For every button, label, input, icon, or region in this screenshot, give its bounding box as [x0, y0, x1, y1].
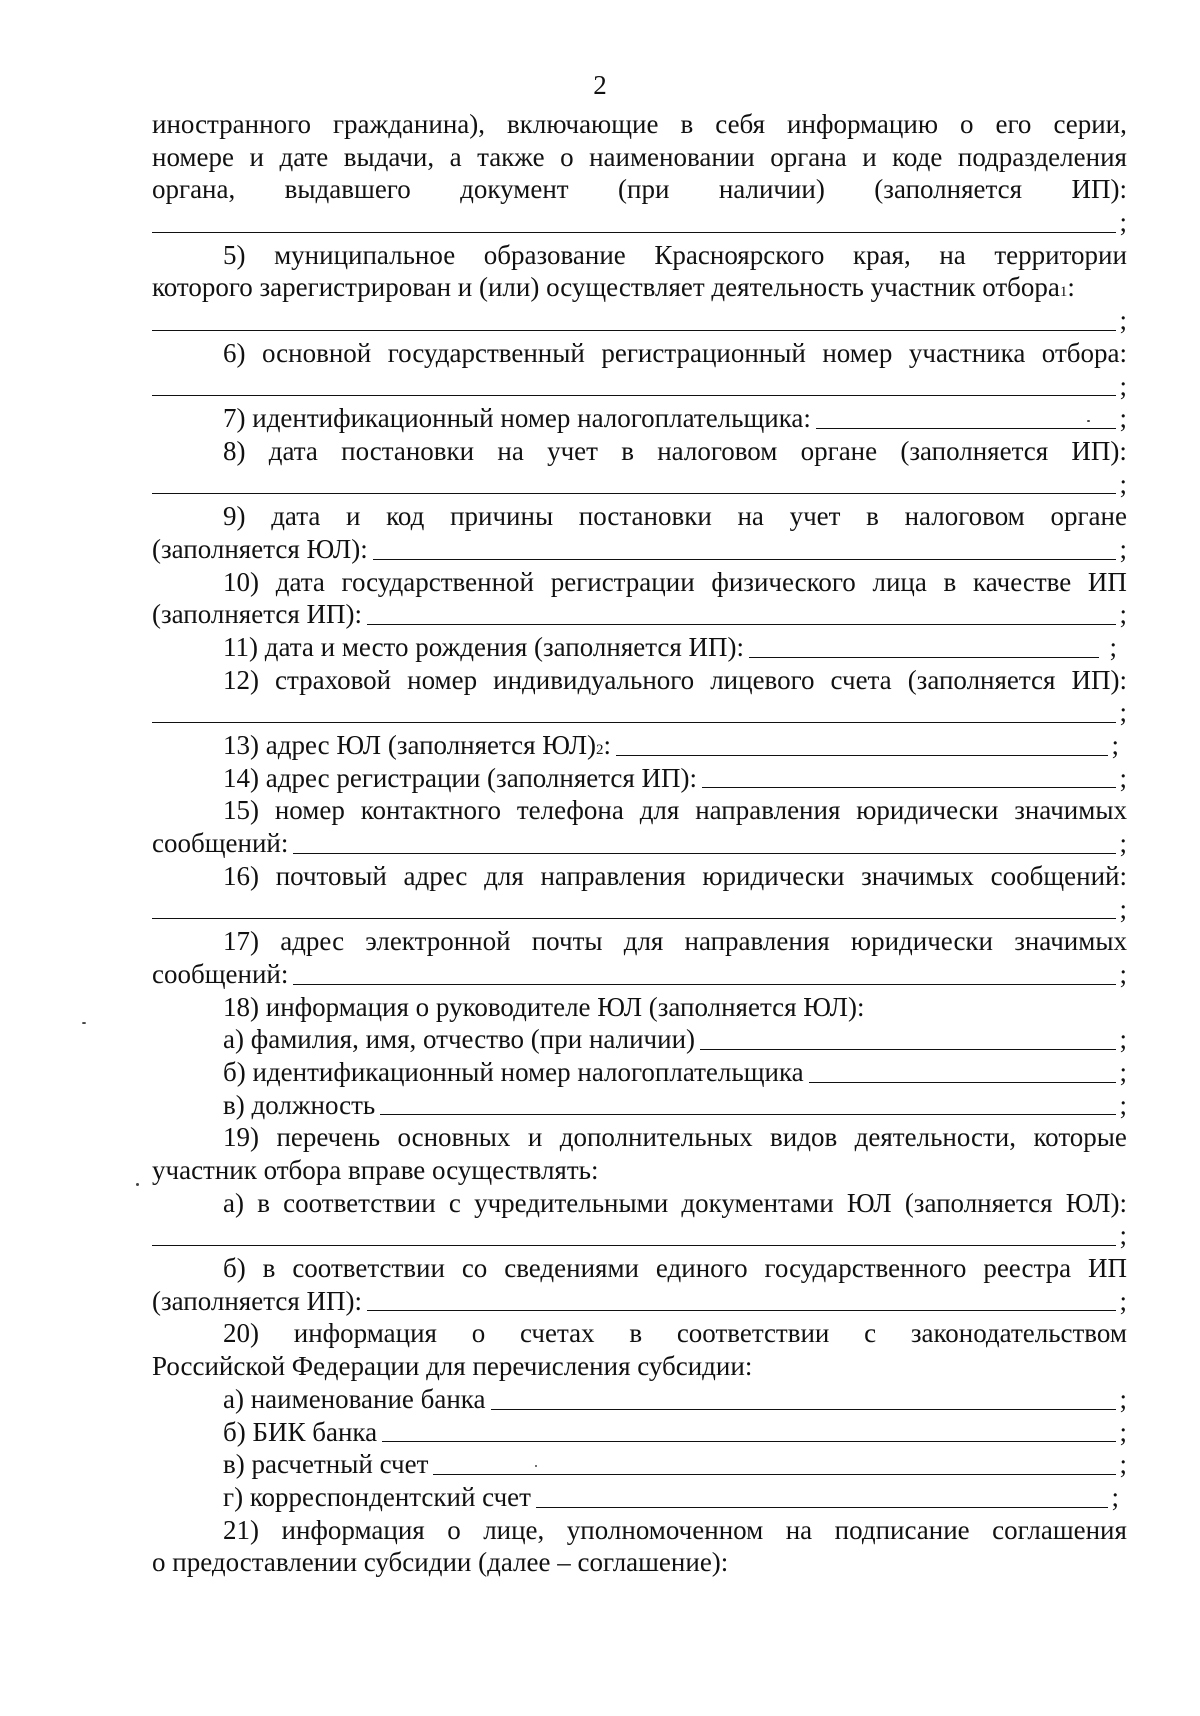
word: номере — [152, 141, 234, 172]
word: на — [497, 435, 524, 466]
word: реестра — [983, 1253, 1072, 1284]
blank-field[interactable] — [367, 623, 1117, 625]
word: ИП): — [1071, 664, 1127, 695]
word: для — [484, 860, 524, 891]
word: электронной — [365, 926, 511, 957]
item-20d-label: г) корреспондентский счет — [223, 1481, 531, 1512]
word: информация — [281, 1514, 425, 1545]
item-12 — [152, 664, 1127, 697]
item-20b-label: б) БИК банка — [223, 1416, 378, 1447]
word: направления — [540, 860, 686, 891]
word: 10) — [223, 566, 259, 597]
item-7 — [152, 402, 1127, 435]
word: перечень — [276, 1122, 381, 1153]
semicolon: ; — [1119, 1449, 1127, 1480]
blank-field[interactable] — [152, 329, 1116, 331]
item-20a-label: а) наименование банка — [223, 1383, 486, 1414]
word: сведениями — [504, 1253, 639, 1284]
word: учет — [789, 501, 841, 532]
word: лице, — [483, 1514, 545, 1545]
word: наименовании — [589, 141, 755, 172]
fill-line-item-16 — [152, 893, 1127, 926]
blank-field[interactable] — [152, 231, 1116, 233]
item-9 — [152, 500, 1127, 533]
word: 17) — [223, 926, 259, 957]
semicolon: ; — [1109, 632, 1117, 662]
word: законодательством — [910, 1318, 1127, 1349]
word: органе — [1050, 501, 1127, 532]
word: муниципальное — [274, 239, 456, 270]
colon: : — [603, 730, 612, 761]
semicolon: ; — [1119, 599, 1127, 630]
word: 19) — [223, 1122, 259, 1153]
item-18a-label: а) фамилия, имя, отчество (при наличии) — [223, 1024, 696, 1055]
word: для — [623, 926, 664, 957]
word: 9) — [223, 501, 246, 532]
item-13-label: 13) адрес ЮЛ (заполняется ЮЛ) — [223, 730, 597, 761]
blank-field[interactable] — [373, 558, 1117, 560]
item-19a — [152, 1187, 1127, 1220]
fill-line-item-4 — [152, 206, 1127, 239]
word: дата — [275, 566, 325, 597]
word: качестве — [973, 566, 1072, 597]
blank-field[interactable] — [382, 1440, 1116, 1442]
word: ЮЛ): — [1065, 1187, 1127, 1218]
item-5-cont: которого зарегистрирован и (или) осуществляет деятельность участник отбора 1 : — [152, 272, 1075, 303]
word: дата — [271, 501, 321, 532]
word: его — [995, 109, 1032, 139]
word: ИП — [1088, 1253, 1127, 1284]
item-21-label: о предоставлении субсидии (далее – соглашение): — [152, 1547, 729, 1578]
word: для — [639, 795, 680, 826]
word: на — [737, 501, 764, 532]
word: а) — [223, 1187, 244, 1218]
item-15-cont — [152, 827, 1127, 860]
item-18 — [152, 991, 1127, 1024]
word: образование — [483, 239, 626, 270]
colon: : — [1067, 272, 1075, 303]
semicolon: ; — [1119, 1383, 1127, 1414]
word: и — [527, 1122, 543, 1153]
word: юридически — [702, 860, 845, 891]
word: в — [257, 1187, 270, 1218]
word: счетах — [519, 1318, 595, 1349]
item-9-label: (заполняется ЮЛ): — [152, 533, 368, 564]
word: ИП — [1087, 566, 1127, 597]
word: номер — [274, 795, 345, 826]
scan-speck — [136, 1183, 139, 1186]
blank-field[interactable] — [433, 1473, 1116, 1475]
word: (при — [618, 174, 670, 205]
item-20c-label: в) расчетный счет — [223, 1449, 429, 1480]
word: также — [477, 141, 545, 172]
blank-field[interactable] — [700, 1048, 1116, 1050]
word: подразделения — [957, 141, 1127, 172]
word: в — [943, 566, 957, 597]
item-18b — [152, 1056, 1127, 1089]
item-20c — [152, 1448, 1127, 1481]
blank-field[interactable] — [809, 1081, 1117, 1083]
item-8 — [152, 435, 1127, 468]
word: контактного — [360, 795, 501, 826]
word: регистрации — [550, 566, 695, 597]
semicolon: ; — [1119, 958, 1127, 989]
word: органе — [800, 435, 878, 466]
scan-speck — [1087, 420, 1090, 422]
word: в — [866, 501, 879, 532]
word: 15) — [223, 795, 259, 826]
semicolon: ; — [1119, 207, 1127, 238]
item-14-label: 14) адрес регистрации (заполняется ИП): — [223, 762, 698, 793]
fill-line-item-12 — [152, 696, 1127, 729]
item-17 — [152, 925, 1127, 958]
item-5 — [152, 239, 1127, 272]
semicolon: ; — [1111, 730, 1119, 761]
word: и — [346, 501, 361, 532]
semicolon: ; — [1119, 305, 1127, 336]
word: соответствии — [283, 1187, 436, 1218]
word: код — [386, 501, 425, 532]
word: индивидуального — [493, 664, 695, 695]
scan-speck — [535, 1465, 537, 1467]
word: юридически — [850, 926, 993, 957]
word: в — [629, 1318, 643, 1349]
word: учет — [547, 435, 598, 466]
blank-field[interactable] — [749, 656, 1099, 658]
item-10-label: (заполняется ИП): — [152, 599, 362, 630]
word: на — [785, 1514, 813, 1545]
item-18b-label: б) идентификационный номер налогоплательщика — [223, 1056, 804, 1087]
word: счета — [830, 664, 892, 695]
semicolon: ; — [1119, 468, 1127, 499]
word: лица — [872, 566, 927, 597]
page-number: 2 — [593, 70, 607, 100]
word: документ — [460, 174, 569, 205]
word: коде — [892, 141, 943, 172]
item-18c — [152, 1089, 1127, 1122]
word: номер — [822, 337, 893, 368]
item-21 — [152, 1514, 1127, 1547]
semicolon: ; — [1119, 1416, 1127, 1447]
semicolon: ; — [1119, 893, 1127, 924]
blank-field[interactable] — [380, 1113, 1116, 1115]
word: территории — [994, 239, 1127, 270]
blank-field[interactable] — [293, 852, 1116, 854]
item-5-text: которого зарегистрирован и (или) осуществляет деятельность участник отбора — [152, 272, 1060, 303]
blank-field[interactable] — [616, 754, 1108, 756]
fill-line-item-8 — [152, 468, 1127, 501]
blank-field[interactable] — [367, 1309, 1117, 1311]
word: информация — [293, 1318, 437, 1349]
word: органа, — [152, 174, 236, 205]
blank-field[interactable] — [152, 721, 1116, 723]
word: 12) — [223, 664, 259, 695]
semicolon: ; — [1119, 1089, 1127, 1120]
item-19-cont — [152, 1154, 1127, 1187]
item-20-cont — [152, 1350, 1127, 1383]
word: 16) — [223, 860, 259, 891]
word: о — [560, 141, 574, 172]
word: которые — [1033, 1122, 1127, 1153]
word: гражданина), — [332, 109, 485, 139]
semicolon: ; — [1119, 1220, 1127, 1251]
word: налоговом — [657, 435, 778, 466]
word: дате — [279, 141, 329, 172]
word: о — [447, 1514, 461, 1545]
semicolon: ; — [1119, 762, 1127, 793]
item-6 — [152, 337, 1127, 370]
word: почтовый — [275, 860, 387, 891]
word: основной — [262, 337, 372, 368]
item-10 — [152, 566, 1127, 599]
word: органа — [770, 141, 847, 172]
word: телефона — [516, 795, 624, 826]
blank-field[interactable] — [152, 492, 1116, 494]
item-17-cont — [152, 958, 1127, 991]
word: государственный — [387, 337, 585, 368]
item-20b — [152, 1416, 1127, 1449]
blank-field[interactable] — [491, 1408, 1117, 1410]
word: соглашения — [992, 1514, 1127, 1545]
semicolon: ; — [1119, 533, 1127, 564]
word: ЮЛ — [846, 1187, 892, 1218]
word: края, — [852, 239, 911, 270]
word: Красноярского — [654, 239, 825, 270]
word: включающие — [507, 109, 659, 139]
word: ИП): — [1071, 174, 1127, 205]
semicolon: ; — [1119, 1285, 1127, 1316]
word: ИП): — [1071, 435, 1127, 466]
text-line — [152, 108, 1127, 141]
word: видов — [770, 1122, 838, 1153]
word: с — [864, 1318, 877, 1349]
word: учредительными — [474, 1187, 669, 1218]
word: 21) — [223, 1514, 259, 1545]
item-15 — [152, 794, 1127, 827]
text-line — [152, 141, 1127, 174]
item-20-label: Российской Федерации для перечисления субсидии: — [152, 1351, 753, 1382]
item-18c-label: в) должность — [223, 1089, 376, 1120]
word: отбора: — [1041, 337, 1127, 368]
word: со — [461, 1253, 488, 1284]
item-19 — [152, 1121, 1127, 1154]
semicolon: ; — [1119, 828, 1127, 859]
item-20d — [152, 1481, 1127, 1514]
word: иностранного — [152, 109, 311, 139]
word: о — [960, 109, 974, 139]
word: соответствии — [676, 1318, 830, 1349]
word: 8) — [223, 435, 246, 466]
word: единого — [655, 1253, 748, 1284]
word: лицевого — [710, 664, 815, 695]
word: государственного — [764, 1253, 967, 1284]
word: почты — [531, 926, 603, 957]
item-14 — [152, 762, 1127, 795]
item-7-label: 7) идентификационный номер налогоплательщика: — [223, 403, 811, 434]
word: наличии) — [718, 174, 825, 205]
word: физического — [711, 566, 856, 597]
blank-field[interactable] — [293, 983, 1116, 985]
word: себя — [715, 109, 766, 139]
word: (заполняется — [900, 435, 1049, 466]
blank-field[interactable] — [816, 427, 1117, 429]
item-11-label: 11) дата и место рождения (заполняется ИП): — [223, 632, 744, 662]
word: информацию — [787, 109, 938, 139]
word: выдачи, — [343, 141, 435, 172]
word: (заполняется — [874, 174, 1023, 205]
semicolon: ; — [1119, 370, 1127, 401]
word: юридически — [856, 795, 999, 826]
word: налоговом — [904, 501, 1025, 532]
word: документами — [681, 1187, 834, 1218]
word: (заполняется — [907, 664, 1056, 695]
word: сообщений: — [990, 860, 1127, 891]
word: значимых — [1014, 795, 1127, 826]
item-19-label: участник отбора вправе осуществлять: — [152, 1155, 599, 1185]
word: направления — [684, 926, 830, 957]
word: серии, — [1053, 109, 1127, 139]
blank-field[interactable] — [152, 394, 1116, 396]
word: в — [621, 435, 634, 466]
word: 5) — [223, 239, 246, 270]
item-10-cont — [152, 598, 1127, 631]
blank-field[interactable] — [702, 786, 1116, 788]
word: номер — [407, 664, 478, 695]
word: страховой — [275, 664, 392, 695]
fill-line-item-5 — [152, 304, 1127, 337]
word: адрес — [403, 860, 468, 891]
semicolon: ; — [1119, 403, 1127, 434]
item-11 — [152, 631, 1127, 664]
word: регистрационный — [601, 337, 806, 368]
item-16 — [152, 860, 1127, 893]
item-19b-label: (заполняется ИП): — [152, 1285, 362, 1316]
word: (заполняется — [904, 1187, 1053, 1218]
word: выдавшего — [284, 174, 411, 205]
word: основных — [397, 1122, 511, 1153]
word: б) — [223, 1253, 246, 1284]
word: значимых — [861, 860, 974, 891]
word: дата — [268, 435, 318, 466]
item-18a — [152, 1023, 1127, 1056]
item-20a — [152, 1383, 1127, 1416]
word: дополнительных — [559, 1122, 753, 1153]
form-body — [152, 108, 1127, 1579]
word: в — [262, 1253, 276, 1284]
item-17-label: сообщений: — [152, 958, 289, 989]
text-line — [152, 173, 1127, 206]
semicolon: ; — [1111, 1481, 1119, 1512]
word: участника — [908, 337, 1026, 368]
word: соответствии — [292, 1253, 445, 1284]
word: государственной — [341, 566, 534, 597]
item-19b-cont — [152, 1285, 1127, 1318]
word: уполномоченном — [566, 1514, 764, 1545]
blank-field[interactable] — [152, 917, 1116, 919]
word: 6) — [223, 337, 246, 368]
word: адрес — [280, 926, 345, 957]
item-9-cont — [152, 533, 1127, 566]
item-15-label: сообщений: — [152, 828, 289, 859]
word: а — [449, 141, 462, 172]
word: деятельности, — [854, 1122, 1016, 1153]
word: постановки — [341, 435, 475, 466]
word: и — [249, 141, 264, 172]
word: направления — [695, 795, 841, 826]
item-21-cont — [152, 1546, 1127, 1579]
semicolon: ; — [1119, 1056, 1127, 1087]
fill-line-item-19a — [152, 1219, 1127, 1252]
item-20 — [152, 1317, 1127, 1350]
word: с — [448, 1187, 461, 1218]
word: постановки — [578, 501, 712, 532]
word: на — [939, 239, 966, 270]
item-13: 13) адрес ЮЛ (заполняется ЮЛ) 2 : ; — [223, 730, 1119, 761]
word: значимых — [1014, 926, 1127, 957]
blank-field[interactable] — [536, 1506, 1109, 1508]
word: подписание — [834, 1514, 970, 1545]
blank-field[interactable] — [152, 1244, 1116, 1246]
item-19b — [152, 1252, 1127, 1285]
fill-line-item-6 — [152, 370, 1127, 403]
item-18-label: 18) информация о руководителе ЮЛ (заполняется ЮЛ): — [223, 991, 865, 1022]
word: 20) — [223, 1318, 259, 1349]
word: причины — [450, 501, 554, 532]
word: и — [862, 141, 877, 172]
semicolon: ; — [1119, 1024, 1127, 1055]
word: о — [471, 1318, 486, 1349]
word: в — [680, 109, 694, 139]
scan-speck — [82, 1022, 86, 1024]
semicolon: ; — [1119, 697, 1127, 728]
